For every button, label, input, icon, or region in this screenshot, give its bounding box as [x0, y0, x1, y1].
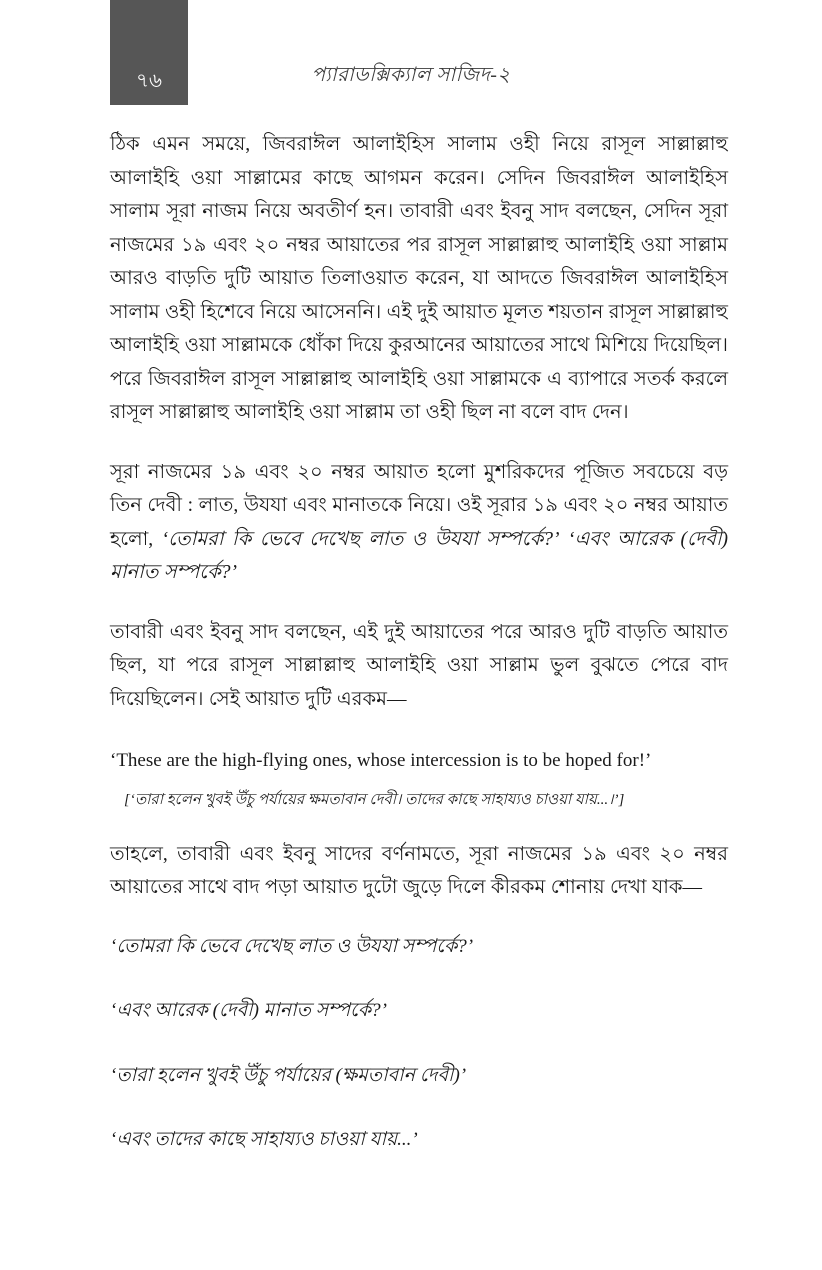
- verse-line-1: ‘তোমরা কি ভেবে দেখেছ লাত ও উযযা সম্পর্কে?’: [110, 935, 474, 957]
- paragraph-2-lead: সূরা নাজমের ১৯ এবং ২০ নম্বর আয়াত হলো মুশরিকদের পূজিত সবচেয়ে বড় তিন দেবী : লাত, উযযা এবং মানাতকে নিয়ে। ওই সূরার ১৯ এবং ২০ নম্বর আয়াত হলো,: [110, 461, 728, 550]
- verse-block: [110, 933, 728, 1155]
- bracket-gloss: [‘তারা হলেন খুবই উঁচু পর্যায়ের ক্ষমতাবান দেবী। তাদের কাছে সাহায্যও চাওয়া যায়...।’]: [124, 792, 625, 808]
- paragraph-1: ঠিক এমন সময়ে, জিবরাঈল আলাইহিস সালাম ওহী নিয়ে রাসূল সাল্লাল্লাহু আলাইহি ওয়া সাল্লামের কাছে আগমন করেন। সেদিন জিবরাঈল আলাইহিস সালাম সূরা নাজম নিয়ে অবতীর্ণ হন। তাবারী এবং ইবনু সাদ বলছেন, সেদিন সূরা নাজমের ১৯ এবং ২০ নম্বর আয়াতের পর রাসূল সাল্লাল্লাহু আলাইহি ওয়া সাল্লাম আরও বাড়তি দুটি আয়াত তিলাওয়াত করেন, যা আদতে জিবরাঈল আলাইহিস সালাম ওহী হিশেবে নিয়ে আসেননি। এই দুই আয়াত মূলত শয়তান রাসূল সাল্লাল্লাহু আলাইহি ওয়া সাল্লামকে ধোঁকা দিয়ে কুরআনের আয়াতের সাথে মিশিয়ে দিয়েছিল। পরে জিবরাঈল রাসূল সাল্লাল্লাহু আলাইহি ওয়া সাল্লামকে এ ব্যাপারে সতর্ক করলে রাসূল সাল্লাল্লাহু আলাইহি ওয়া সাল্লাম তা ওহী ছিল না বলে বাদ দেন।: [110, 134, 728, 424]
- paragraph-2-separator: [559, 529, 567, 550]
- page-header: [0, 0, 822, 110]
- verse-line-3: ‘তারা হলেন খুবই উঁচু পর্যায়ের (ক্ষমতাবান দেবী)’: [110, 1064, 467, 1086]
- paragraph-2: [110, 456, 728, 590]
- english-quote: ‘These are the high-flying ones, whose intercession is to be hoped for!’: [110, 749, 652, 771]
- text-column: [110, 128, 728, 1155]
- verse-line-2: ‘এবং আরেক (দেবী) মানাত সম্পর্কে?’: [110, 1000, 387, 1022]
- paragraph-3: তাবারী এবং ইবনু সাদ বলছেন, এই দুই আয়াতের পরে আরও দুটি বাড়তি আয়াত ছিল, যা পরে রাসূল সাল্লাল্লাহু আলাইহি ওয়া সাল্লাম ভুল বুঝতে পেরে বাদ দিয়েছিলেন। সেই আয়াত দুটি এরকম—: [110, 621, 728, 710]
- verse-line-4: ‘এবং তাদের কাছে সাহায্যও চাওয়া যায়...’: [110, 1129, 418, 1151]
- paragraph-4: তাহলে, তাবারী এবং ইবনু সাদের বর্ণনামতে, সূরা নাজমের ১৯ এবং ২০ নম্বর আয়াতের সাথে বাদ পড়া আয়াত দুটো জুড়ে দিলে কীরকম শোনায় দেখা যাক—: [110, 843, 728, 899]
- paragraph-2-quote-a: ‘তোমরা কি ভেবে দেখেছ লাত ও উযযা সম্পর্কে?’: [161, 528, 560, 550]
- running-title: প্যারাডক্সিক্যাল সাজিদ-২: [311, 64, 511, 86]
- page-number: ৭৬: [135, 70, 162, 92]
- paragraph-2-quote-b: ‘এবং আরেক (দেবী) মানাত সম্পর্কে?’: [110, 528, 729, 584]
